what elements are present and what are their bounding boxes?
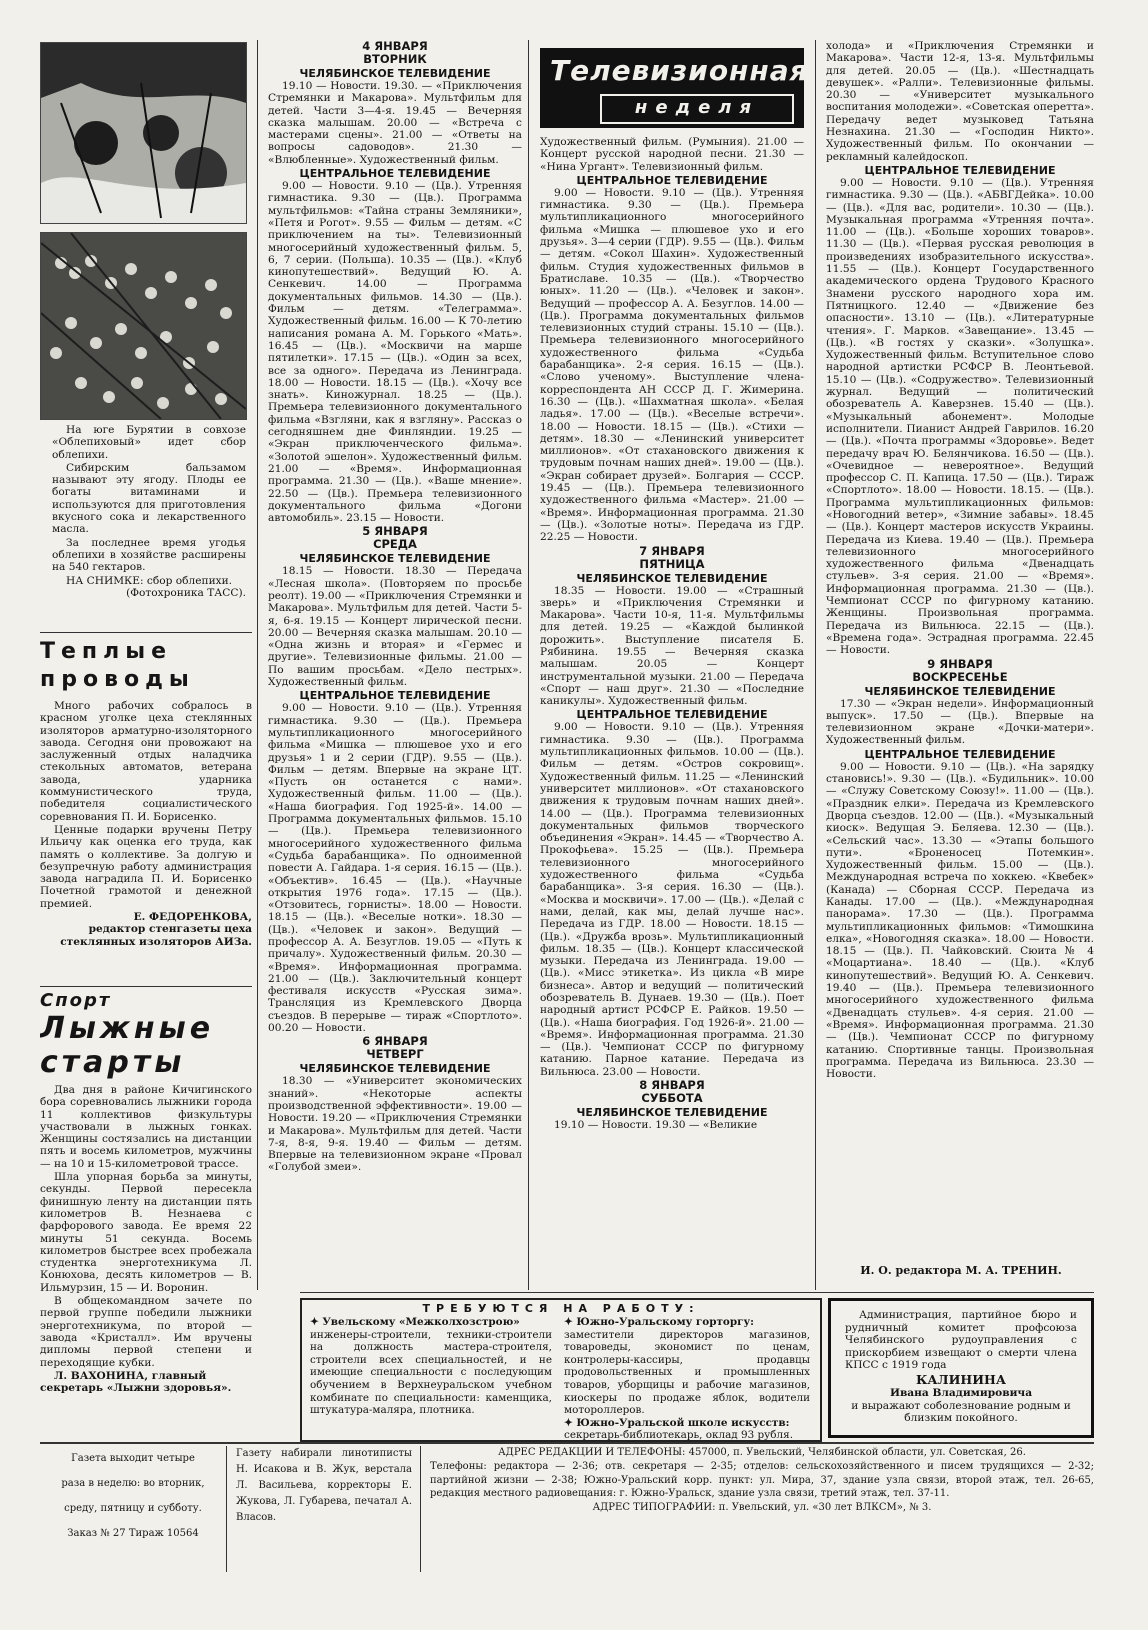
acting-editor: И. О. редактора М. А. ТРЕНИН. [860,1264,1062,1277]
ad-text: инженеры-строители, техники-строители на должность мастера-строителя, строители всех специальностей, и не имеющие специальности с последующим обучением в Верхнеуральском учебном комбинате по специальности: каменщика, штукатура-маляра, плотника. [310,1328,552,1417]
channel-heading: ЦЕНТРАЛЬНОЕ ТЕЛЕВИДЕНИЕ [299,167,491,181]
footer-address-line: АДРЕС РЕДАКЦИИ И ТЕЛЕФОНЫ: 457000, п. Увельский, Челябинской области, ул. Советская, 26. [498,1447,1026,1458]
article-paragraph: Много рабочих собралось в красном уголке цеха стеклянных изоляторов арматурно-изоляторного завода. Сегодня они провожают на заслуженный отдых наладчика стекольных автоматов, ветерана завода, ударника коммунистического труда, победителя социалистического соревнования П. И. Борисенко. [40,700,252,823]
obituary-box [828,1298,1094,1438]
article-paragraph: Два дня в районе Кичигинского бора соревновались лыжники города 11 коллективов физкультуры участвовали в лыжных гонках. Женщины состязались на дистанции пять и восемь километров, мужчины — на 10 и 15-километровой трассе. [40,1084,252,1170]
photo-note: НА СНИМКЕ: сбор облепихи. [66,574,233,587]
footer-phones: Телефоны: редактора — 2-36; отв. секретаря — 2-35; отделов: сельскохозяйственного и писем трудящихся — 2-32; партийной жизни — 2-38; Южно-Уральский корр. пункт: ул. Мира, 37, здание узла связи, второй этаж, тел. 26-65, редакция местного радиовещания: г. Южно-Уральск, здание узла связи, третий этаж, тел. 37-11. [430,1460,1094,1500]
obituary-patronymic: Ивана Владимировича [889,1386,1033,1399]
footer-staff: Газету набирали линотиписты Н. Исакова и В. Жук, верстала Л. Васильева, корректоры Е. Жукова, Л. Губарева, печатал А. Власов. [236,1448,412,1523]
masthead-tv-week [540,48,809,128]
footer-rule [420,1446,421,1572]
tv-program: 19.10 — Новости. 19.30 — «Великие [554,1119,758,1132]
ads-right-column [564,1316,810,1442]
tv-program: Художественный фильм. (Румыния). 21.00 — Концерт русской народной песни. 21.30 — «Нина Ургант». Телевизионный фильм. [540,136,804,173]
footer-line: Газета выходит четыре [71,1453,195,1464]
tv-program: 18.30 — «Университет экономических знаний». «Некоторые аспекты производственной эффективности». 19.00 — Новости. 19.20 — «Приключения Стремянки и Макарова». Мультфильм для детей. Части 7-я, 8-я, 9-я. 19.40 — Фильм — детям. Впервые на телевизионном экране «Провал «Голубой змеи». [268,1075,522,1174]
ad-employer-name: Увельскому «Межколхозстрою» [322,1316,520,1328]
article-signature: редактор стенгазеты цеха стеклянных изоляторов АИЗа. [60,923,252,948]
day-date: 7 ЯНВАРЯ [639,543,705,558]
article-title: Теплые [40,639,173,664]
column-rule [257,40,258,1290]
channel-heading: ЦЕНТРАЛЬНОЕ ТЕЛЕВИДЕНИЕ [576,173,768,187]
tv-column-3 [540,136,804,1290]
footer-rule [40,1442,1094,1444]
job-ads-box [300,1298,822,1442]
article-paragraph: Шла упорная борьба за минуты, секунды. Первой пересекла финишную ленту на дистанции пять километров В. Незнаева с фарфорового завода. Ее время 22 минуты 51 секунда. Восемь километров быстрее всех пробежала студентка энерготехникума Л. Конюхова, десять километров — В. Ильмурзин, 15 — И. Воронин. [40,1171,252,1294]
footer-line: раза в неделю: во вторник, [61,1478,205,1489]
footer-line: среду, пятницу и субботу. [64,1503,202,1514]
diamond-icon: ✦ [564,1416,577,1429]
ad-employer [564,1316,810,1329]
column-rule [528,40,529,1290]
tv-program: 18.15 — Новости. 18.30 — Передача «Лесная школа». (Повторяем по просьбе реолт). 19.00 — «Приключения Стремянки и Макарова». Мультфильм для детей. Части 5-я, 6-я. 19.15 — Концерт лирической песни. 20.00 — Вечерняя сказка малышам. 20.10 — «Одна жизнь и вторая» и «Гермес и другие». Телевизионные фильмы. 21.00 — По вашим просьбам. «Дело пестрых». Художественный фильм. [268,565,522,689]
day-date: 5 ЯНВАРЯ [362,524,428,539]
footer-schedule [48,1446,218,1546]
tv-column-2 [268,40,522,1290]
article-signature: Л. ВАХОНИНА, главный секретарь «Лыжни здоровья». [40,1369,232,1395]
day-date: 4 ЯНВАРЯ [362,40,428,53]
section-rule [300,1292,1094,1293]
diamond-icon: ✦ [310,1316,323,1328]
ad-employer [564,1417,810,1430]
tv-program: 9.00 — Новости. 9.10 — (Цв.). Утренняя гимнастика. 9.30 — (Цв.). Программа мультфильмов: «Тайна страны Земляники», «Петя и Рогот». 9.55 — Фильм — детям. «С приключением на ты». Телевизионный многосерийный художественный фильм. 5, 6, 7 серии. (Польша). 10.35 — (Цв.). «Клуб кинопутешествий». Ведущий Ю. А. Сенкевич. 14.00 — Программа документальных фильмов. 14.30 — (Цв.). Фильм — детям. «Телеграмма». Художественный фильм. 16.00 — К 70-летию написания романа А. М. Горького «Мать». 16.45 — (Цв.). «Москвичи на марше пятилетки». 17.15 — (Цв.). «Один за всех, все за одного». Передача из Ленинграда. 18.00 — Новости. 18.15 — (Цв.). «Хочу все знать». Киножурнал. 18.25 — (Цв.). Премьера телевизионного документального фильма «Взгляни, как я взгляну». Рассказ о сегодняшнем дне Финляндии. 19.25 — «Экран приключенческого фильма». «Золотой эшелон». Художественный фильм. 21.00 — «Время». Информационная программа. 21.30 — (Цв.). «Ваше мнение». 22.50 — (Цв.). Премьера телевизионного документального фильма «Догони автомобиль». 23.15 — Новости. [268,180,522,525]
column-rule [815,40,816,1290]
channel-heading: ЧЕЛЯБИНСКОЕ ТЕЛЕВИДЕНИЕ [299,67,491,80]
obituary-text: и выражают соболезнование родным и близким покойного. [851,1399,1071,1425]
article-warm-farewell [40,638,252,948]
caption-paragraph: За последнее время угодья облепихи в хозяйстве расширены на 540 гектаров. [52,536,246,574]
day-weekday: СУББОТА [641,1091,703,1106]
masthead-subtitle: неделя [600,94,794,124]
masthead-title: Телевизионная [550,54,809,87]
article-title: проводы [40,667,195,692]
day-weekday: ПЯТНИЦА [639,556,705,571]
caption-paragraph: Сибирским бальзамом называют эту ягоду. Плоды ее богаты витаминами и используются для приготовления вкусного сока и лекарственного масла. [52,461,246,536]
tv-program: 19.10 — Новости. 19.30. — «Приключения Стремянки и Макарова». Мультфильм для детей. Части 3—4-я. 19.45 — Вечерняя сказка малышам. 20.00 — «Встреча с мастерами сцены». 21.00 — «Ответы на вопросы садоводов». 21.30 — «Влюбленные». Художественный фильм. [268,80,522,166]
ads-left-column [310,1316,552,1417]
ad-employer-name: Южно-Уральской школе искусств: [576,1416,790,1429]
footer-printshop: АДРЕС ТИПОГРАФИИ: п. Увельский, ул. «30 лет ВЛКСМ», № 3. [592,1502,932,1514]
diamond-icon: ✦ [564,1316,577,1328]
ads-title: ТРЕБУЮТСЯ НА РАБОТУ: [422,1302,700,1315]
footer-address [430,1446,1094,1515]
channel-heading: ЦЕНТРАЛЬНОЕ ТЕЛЕВИДЕНИЕ [864,747,1056,761]
day-weekday: ВОСКРЕСЕНЬЕ [912,669,1008,684]
footer-rule [226,1446,227,1572]
tv-program: 9.00 — Новости. 9.10 — (Цв.). Утренняя гимнастика. 9.30 — (Цв.). «АБВГДейка». 10.00 — (Цв.). «Для вас, родители». 10.30 — (Цв.). Музыкальная программа «Утренняя почта». 11.00 — (Цв.). «Больше хороших товаров». 11.30 — (Цв.). «Первая русская революция в произведениях изобразительного искусства». 11.55 — (Цв.). Концерт Государственного академического ордена Трудового Красного Знамени русского народного хора им. Пятницкого. 12.40 — «Движение без опасности». 13.10 — (Цв.). «Литературные чтения». Г. Марков. «Завещание». 13.45 — (Цв.). «В гостях у сказки». «Золушка». Художественный фильм. Вступительное слово народной артистки РСФСР В. Леонтьевой. 15.10 — (Цв.). «Содружество». Телевизионный журнал. Ведущий — политический обозреватель А. Каверзнев. 15.40 — (Цв.). «Музыкальный абонемент». Молодые исполнители. Пианист Андрей Гаврилов. 16.20 — (Цв.). «Почта программы «Здоровье». Ведет передачу врач Ю. Белянчикова. 16.50 — (Цв.). «Очевидное — невероятное». Ведущий профессор С. П. Капица. 17.50 — (Цв.). Тираж «Спортлото». 18.00 — Новости. 18.15. — (Цв.). Программа мультипликационных фильмов: «Новогодний ветер», «Зимние забавы». 18.45 — (Цв.). Концерт мастеров искусств Украины. Передача из Киева. 19.40 — (Цв.). Премьера телевизионного многосерийного художественного фильма «Двенадцать стульев». 3-я серия. 21.00 — «Время». Информационная программа. 21.30 — (Цв.). Чемпионат СССР по фигурному катанию. Женщины. Произвольная программа. Передача из Вильнюса. 22.15 — (Цв.). «Времена года». Эстрадная программа. 22.45 — Новости. [826,176,1094,657]
obituary-name: КАЛИНИНА [915,1371,1007,1387]
article-title: Лыжные [40,1011,215,1046]
day-date: 8 ЯНВАРЯ [639,1078,705,1093]
article-title: старты [40,1045,186,1080]
day-date: 9 ЯНВАРЯ [927,656,993,671]
rubric-sport: Спорт [40,990,112,1011]
article-paragraph: Ценные подарки вручены Петру Ильичу как оценка его труда, как память о коллективе. За долгую и безупречную работу администрация завода наградила П. И. Борисенко Почетной грамотой и денежной премией. [40,823,252,910]
day-date: 6 ЯНВАРЯ [362,1034,428,1049]
ad-employer-name: Южно-Уральскому горторгу: [576,1316,754,1328]
channel-heading: ЧЕЛЯБИНСКОЕ ТЕЛЕВИДЕНИЕ [299,552,491,566]
channel-heading: ЦЕНТРАЛЬНОЕ ТЕЛЕВИДЕНИЕ [576,708,768,722]
tv-program: 9.00 — Новости. 9.10 — (Цв.). Утренняя гимнастика. 9.30 — (Цв.). Премьера мультипликационного многосерийного фильма «Мишка — плюшевое ухо и его друзья» 1 и 2 серии (ГДР). 9.55 — (Цв.). Фильм — детям. Впервые на экране ЦТ. «Пусть он останется с нами». Художественный фильм. 11.00 — (Цв.). «Наша биография. Год 1925-й». 14.00 — Программа документальных фильмов. 15.10 — (Цв.). Премьера телевизионного многосерийного художественного фильма «Судьба барабанщика». По одноименной повести А. Гайдара. 1-я серия. 16.15 — (Цв.). «Объектив». 16.45 — (Цв.). «Научные открытия 1976 года». 17.15 — (Цв.). «Отзовитесь, горнисты». 18.00 — Новости. 18.15 — (Цв.). «Веселые нотки». 18.30 — (Цв.). «Человек и закон». Ведущий — профессор А. А. Безуглов. 19.05 — «Путь к причалу». Художественный фильм. 20.30 — «Время». Информационная программа. 21.00 — (Цв.). Заключительный концерт фестиваля искусств «Русская зима». Трансляция из Кремлевского Дворца съездов. В перерыве — тираж «Спортлото». 00.20 — Новости. [268,702,522,1035]
tv-program: 9.00 — Новости. 9.10 — (Цв.). «На зарядку становись!». 9.30 — (Цв.). «Будильник». 10.00 — «Служу Советскому Союзу!». 11.00 — (Цв.). «Праздник елки». Передача из Кремлевского Дворца съездов. 12.00 — (Цв.). «Музыкальный киоск». Ведущая Э. Беляева. 12.30 — (Цв.). «Сельский час». 13.30 — «Этапы большого пути». «Броненосец Потемкин». Художественный фильм. 15.00 — (Цв.). Международная встреча по хоккею. «Квебек» (Канада) — Сборная СССР. Передача из Канады. 17.00 — (Цв.). «Международная панорама». 17.30 — (Цв.). Программа мультипликационных фильмов: «Тимошкина елка», «Новогодняя сказка». 18.00 — Новости. 18.15 — (Цв.). П. Чайковский. Сюита № 4 «Моцартиана». 18.40 — (Цв.). «Клуб кинопутешествий». Ведущий Ю. А. Сенкевич. 19.40 — (Цв.). Премьера телевизионного многосерийного художественного фильма «Двенадцать стульев». 4-я серия. 21.00 — «Время». Информационная программа. 21.30 — (Цв.). Чемпионат СССР по фигурному катанию. Спортивные танцы. Произвольная программа. Передача из Вильнюса. 23.30 — Новости. [826,760,1094,1081]
footer-order: Заказ № 27 Тираж 10564 [67,1528,199,1539]
channel-heading: ЧЕЛЯБИНСКОЕ ТЕЛЕВИДЕНИЕ [864,684,1056,698]
day-weekday: ВТОРНИК [363,52,427,66]
winter-harvest-photo [40,42,247,224]
ad-text: заместители директоров магазинов, товароведы, экономист по ценам, контролеры-кассиры, продавцы продовольственных и промышленных товаров, уборщицы и рабочие магазинов, киоскеры по продаже яблок, водители мотороллеров. [564,1328,810,1417]
tv-program: 18.35 — Новости. 19.00 — «Страшный зверь» и «Приключения Стремянки и Макарова». Части 10-я, 11-я. Мультфильмы для детей. 19.25 — «Каждой былинкой дорожить». Выступление писателя Б. Рябинина. 19.55 — Вечерняя сказка малышам. 20.05 — Концерт инструментальной музыки. 21.00 — Передача «Спорт — наш друг». 21.30 — «Последние каникулы». Художественный фильм. [540,584,804,708]
article-signature: Е. ФЕДОРЕНКОВА, [133,911,252,924]
sea-buckthorn-berries-photo [40,232,247,420]
photo-credit: (Фотохроника ТАСС). [126,586,246,599]
ad-text: секретарь-библиотекарь, оклад 93 рубля. [564,1429,793,1442]
channel-heading: ЧЕЛЯБИНСКОЕ ТЕЛЕВИДЕНИЕ [299,1062,491,1076]
day-weekday: СРЕДА [373,537,417,552]
day-weekday: ЧЕТВЕРГ [366,1047,424,1062]
ad-employer [310,1316,552,1329]
channel-heading: ЦЕНТРАЛЬНОЕ ТЕЛЕВИДЕНИЕ [299,689,491,703]
tv-program: холода» и «Приключения Стремянки и Макарова». Части 12-я, 13-я. Мультфильмы для детей. 20.05 — (Цв.). «Шестнадцать девушек». «Ралли». Телевизионные фильмы. 20.30 — «Университет музыкального воспитания молодежи». «Советская оперетта». Передачу ведет музыковед Татьяна Незнахина. 21.30 — «Господин Никто». Художественный фильм. По окончании — рекламный калейдоскоп. [826,40,1094,163]
channel-heading: ЦЕНТРАЛЬНОЕ ТЕЛЕВИДЕНИЕ [864,163,1056,177]
section-rule [40,986,252,987]
channel-heading: ЧЕЛЯБИНСКОЕ ТЕЛЕВИДЕНИЕ [576,1106,768,1120]
article-ski-starts [40,990,252,1440]
tv-program: 9.00 — Новости. 9.10 — (Цв.). Утренняя гимнастика. 9.30 — (Цв.). Программа мультипликационных фильмов. 10.00 — (Цв.). Фильм — детям. «Остров сокровищ». Художественный фильм. 11.25 — «Ленинский университет миллионов». «От стахановского движения к трудовым почнам наших дней». 14.00 — (Цв.). Программа телевизионных документальных фильмов творческого объединения «Экран». 14.45 — «Творчество А. Прокофьева». 15.25 — (Цв.). Премьера телевизионного многосерийного художественного фильма «Судьба барабанщика». 3-я серия. 16.30 — (Цв.). «Москва и москвичи». 17.00 — (Цв.). «Делай с нами, делай, как мы, делай лучше нас». Передача из ГДР. 18.00 — Новости. 18.15 — (Цв.). «Дружба врозь». Мультипликационный фильм. 18.35 — (Цв.). Концерт классической музыки. Передача из Ленинграда. 19.00 — (Цв.). «Мисс этикетка». Из цикла «В мире бизнеса». Автор и ведущий — политический обозреватель В. Дунаев. 19.30 — (Цв.). Поет народный артист РСФСР Е. Райков. 19.50 — (Цв.). «Наша биография. Год 1926-й». 21.00 — «Время». Информационная программа. 21.30 — (Цв.). Чемпионат СССР по фигурному катанию. Парное катание. Передача из Вильнюса. 23.00 — Новости. [540,721,804,1078]
tv-column-4 [826,40,1094,1258]
section-rule [40,632,252,633]
caption-paragraph: На юге Бурятии в совхозе «Облепиховый» идет сбор облепихи. [52,424,246,461]
photo-caption-block [52,424,246,599]
tv-program: 9.00 — Новости. 9.10 — (Цв.). Утренняя гимнастика. 9.30 — (Цв.). Премьера мультипликационного многосерийного фильма «Мишка — плюшевое ухо и его друзья». 3—4 серии (ГДР). 9.55 — (Цв.). Фильм — детям. «Сокол Шахин». Художественный фильм. Студия художественных фильмов в Братиславе. 10.35 — (Цв.). «Творчество юных». 11.20 — (Цв.). «Человек и закон». Ведущий — профессор А. А. Безуглов. 14.00 — (Цв.). Программа документальных фильмов телевизионных студий страны. 15.10 — (Цв.). Премьера телевизионного многосерийного художественного фильма «Судьба барабанщика». 2-я серия. 16.15 — (Цв.). «Слово ученому». Выступление члена-корреспондента АН СССР Д. Г. Жимерина. 16.30 — (Цв.). «Шахматная школа». «Белая ладья». 17.00 — (Цв.). «Веселые встречи». 18.00 — Новости. 18.15 — (Цв.). «Стихи — детям». 18.30 — «Ленинский университет миллионов». «От стахановского движения к трудовым почнам наших дней». 19.00 — (Цв.). «Экран собирает друзей». Болгария — СССР. 19.45 — (Цв.). Премьера телевизионного художественного фильма «Мастер». 21.00 — «Время». Информационная программа. 21.30 — (Цв.). «Золотые ноты». Передача из ГДР. 22.25 — Новости. [540,186,804,544]
channel-heading: ЧЕЛЯБИНСКОЕ ТЕЛЕВИДЕНИЕ [576,571,768,585]
obituary-text: Администрация, партийное бюро и рудничный комитет профсоюза Челябинского рудоуправления с прискорбием извещают о смерти члена КПСС с 1919 года [845,1309,1077,1372]
tv-program: 17.30 — «Экран недели». Информационный выпуск». 17.50 — (Цв.). Впервые на телевизионном экране «Дочки-матери». Художественный фильм. [826,697,1094,747]
article-paragraph: В общекомандном зачете по первой группе победили лыжники энерготехникума, по второй — завода «Кристалл». Им вручены дипломы первой степени и переходящие кубки. [40,1295,252,1369]
